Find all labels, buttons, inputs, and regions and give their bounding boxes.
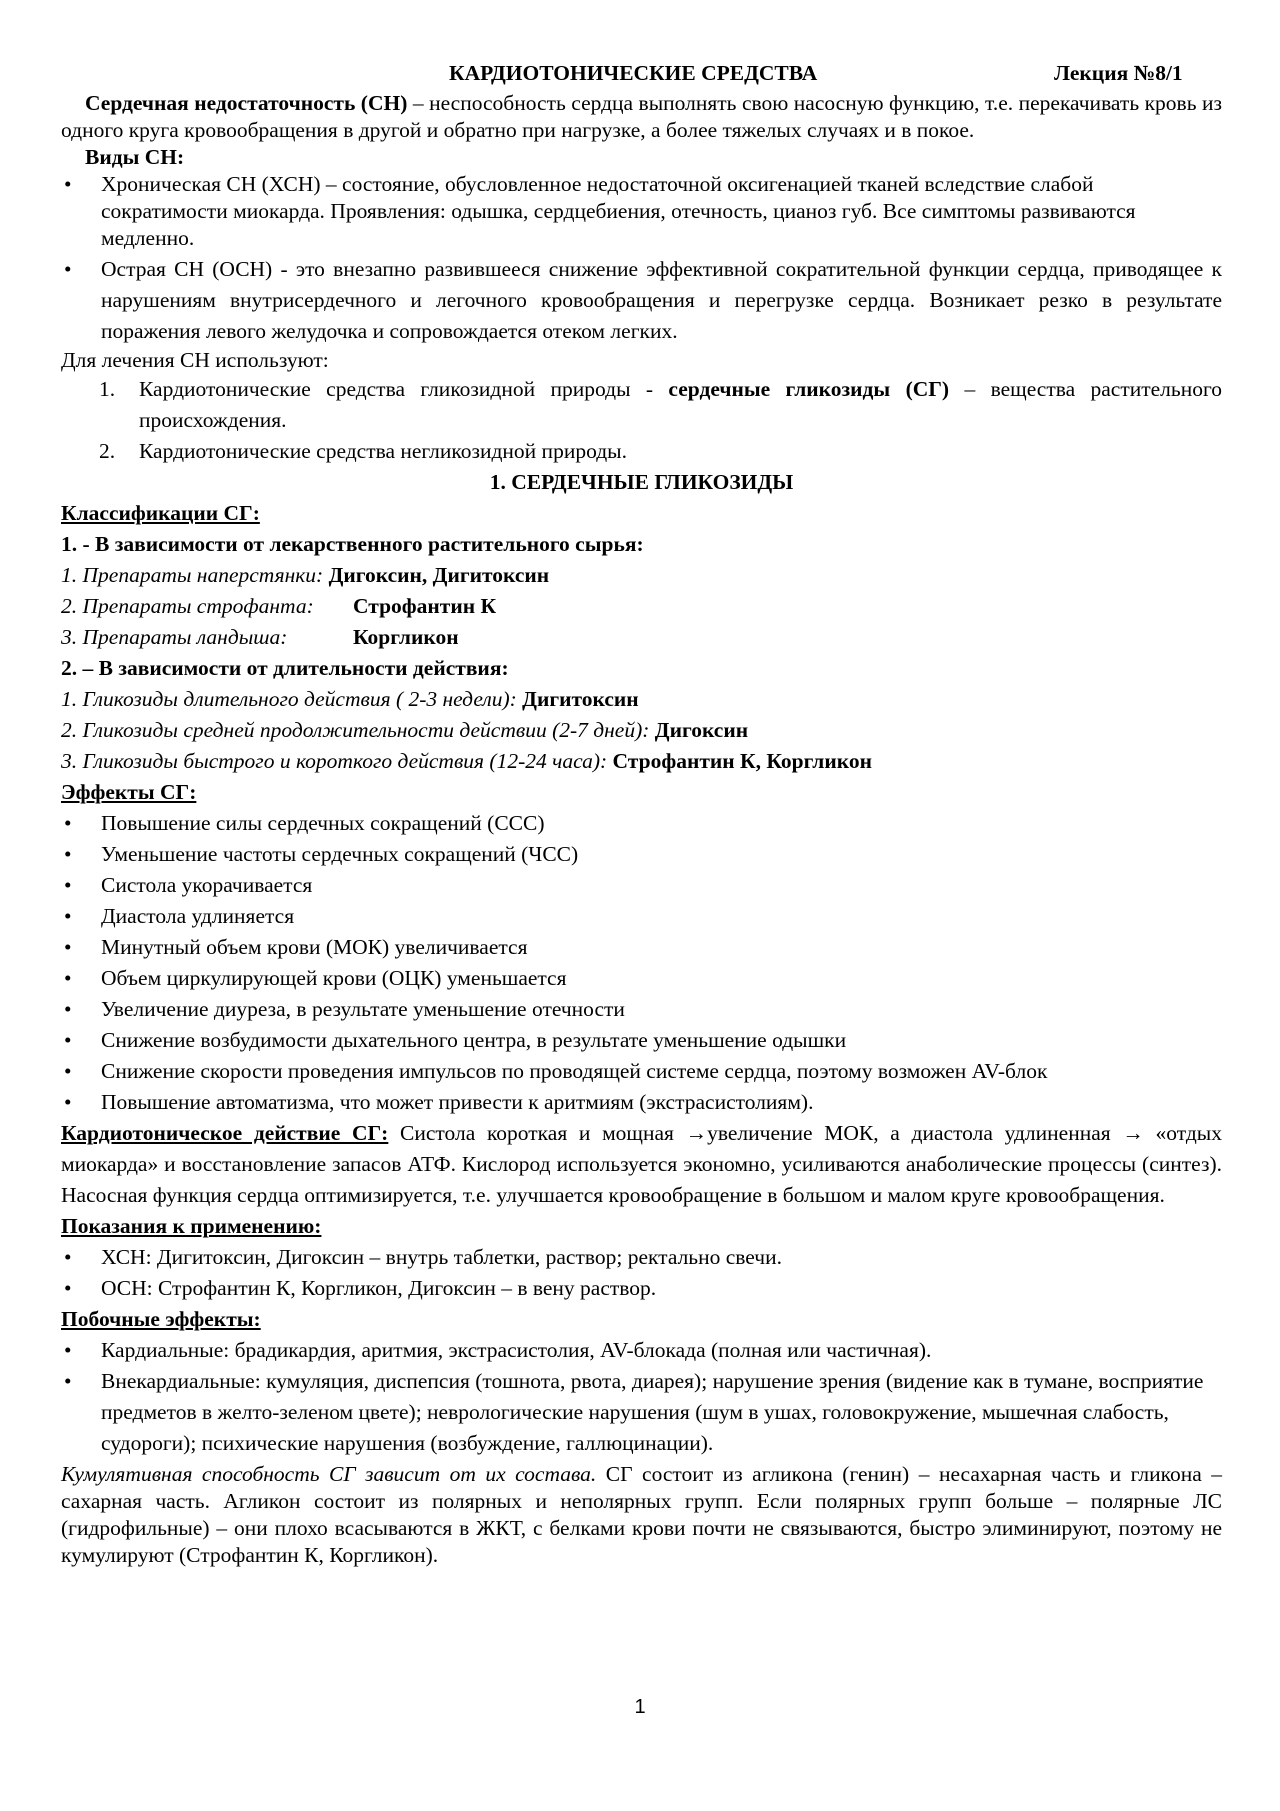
list-item (61, 171, 1222, 252)
side-effects-item: Внекардиальные: кумуляция, диспепсия (тошнота, рвота, диарея); нарушение зрения (видение как в тумане, восприятие предметов в желто-зеленом цвете); неврологические нарушения (шум в ушах, головокружение, мышечная слабость, судороги); психические нарушения (возбуждение, галлюцинации). (101, 1369, 1204, 1455)
effects-list (61, 808, 1222, 1118)
classification-row (61, 622, 1222, 653)
classification-label: 1. Гликозиды длительного действия ( 2-3 недели): (61, 687, 523, 711)
bullet-icon: • (64, 1369, 72, 1393)
list-item (61, 808, 1222, 839)
classification-heading: Классификации СГ: (61, 501, 260, 525)
indications-item: ОСН: Строфантин К, Коргликон, Дигоксин – в вену раствор. (101, 1276, 657, 1300)
classification-label: 2. Гликозиды средней продолжительности действии (2-7 дней): (61, 718, 655, 742)
treatment-intro: Для лечения СН используют: (61, 348, 329, 372)
effects-item: Диастола удлиняется (101, 904, 295, 928)
treatment-item1-bold: сердечные гликозиды (СГ) (668, 377, 950, 401)
list-item (61, 994, 1222, 1025)
classification-label: 3. Гликозиды быстрого и короткого действия (12-24 часа): (61, 749, 613, 773)
effects-item: Снижение скорости проведения импульсов по проводящей системе сердца, поэтому возможен AV-блок (101, 1059, 1048, 1083)
bullet-icon: • (64, 1059, 72, 1083)
list-item (61, 932, 1222, 963)
side-effects-heading: Побочные эффекты: (61, 1307, 261, 1331)
bullet-icon: • (64, 966, 72, 990)
classification-drugs: Дигоксин, Дигитоксин (328, 563, 550, 587)
classification-label: 2. Препараты строфанта: (61, 594, 314, 618)
lecture-number: Лекция №8/1 (1054, 61, 1183, 85)
indications-item: ХСН: Дигитоксин, Дигоксин – внутрь таблетки, раствор; ректально свечи. (101, 1245, 782, 1269)
list-item (61, 254, 1222, 347)
classification-label: 1. Препараты наперстянки: (61, 563, 329, 587)
effects-item: Увеличение диуреза, в результате уменьшение отечности (101, 997, 625, 1021)
bullet-icon: • (64, 1028, 72, 1052)
bullet-icon: • (64, 257, 72, 281)
bullet-icon: • (64, 1090, 72, 1114)
classification-drugs: Строфантин К, Коргликон (612, 749, 872, 773)
list-number: 2. (99, 439, 116, 463)
list-number: 1. (99, 377, 116, 401)
effects-item: Минутный объем крови (МОК) увеличивается (101, 935, 528, 959)
effects-item: Повышение силы сердечных сокращений (ССС) (101, 811, 545, 835)
side-effects-list (61, 1335, 1222, 1459)
list-item (61, 436, 1222, 467)
effects-item: Повышение автоматизма, что может привести к аритмиям (экстрасистолиям). (101, 1090, 814, 1114)
indications-list (61, 1242, 1222, 1304)
bullet-icon: • (64, 1338, 72, 1362)
effects-item: Систола укорачивается (101, 873, 313, 897)
classification-row (61, 715, 1222, 746)
bullet-icon: • (64, 172, 72, 196)
list-item (61, 901, 1222, 932)
list-item (61, 1366, 1222, 1459)
list-item (61, 1025, 1222, 1056)
list-item (61, 1056, 1222, 1087)
classification-drugs: Дигитоксин (522, 687, 639, 711)
treatment-item1-pre: Кардиотонические средства гликозидной природы - (139, 377, 669, 401)
classification-group2-title: 2. – В зависимости от длительности действия: (61, 656, 509, 680)
bullet-icon: • (64, 997, 72, 1021)
effects-item: Объем циркулирующей крови (ОЦК) уменьшается (101, 966, 567, 990)
effects-heading: Эффекты СГ: (61, 780, 197, 804)
page-number: 1 (634, 1696, 646, 1718)
cumulation-text: СГ состоит из агликона (генин) – несахарная часть и гликона – сахарная часть. Агликон состоит из полярных и неполярных групп. Если полярных групп больше – полярные ЛС (гидрофильные) – они плохо всасываются в ЖКТ, с белками крови почти не связываются, быстро элиминируют, поэтому не кумулируют (Строфантин К, Коргликон). (61, 1462, 1222, 1567)
list-item (61, 1242, 1222, 1273)
classification-label: 3. Препараты ландыша: (61, 625, 288, 649)
cardiotonic-paragraph (61, 1118, 1222, 1211)
cumulation-paragraph (61, 1461, 1222, 1569)
list-item (61, 1273, 1222, 1304)
list-item (61, 839, 1222, 870)
list-item (61, 374, 1222, 436)
cardiotonic-heading: Кардиотоническое действие СГ: (61, 1121, 389, 1145)
indications-heading: Показания к применению: (61, 1214, 322, 1238)
classification-row (61, 746, 1222, 777)
document-content (61, 60, 1222, 1569)
classification-drugs: Дигоксин (654, 718, 749, 742)
effects-item: Уменьшение частоты сердечных сокращений (ЧСС) (101, 842, 579, 866)
cumulation-italic: Кумулятивная способность СГ зависит от их состава. (61, 1462, 597, 1486)
title-row (61, 60, 1222, 90)
types-list (61, 171, 1222, 347)
classification-drugs: Строфантин К (353, 594, 497, 618)
bullet-icon: • (64, 1276, 72, 1300)
types-item-chronic: Хроническая СН (ХСН) – состояние, обусловленное недостаточной оксигенацией тканей вследствие слабой сократимости миокарда. Проявления: одышка, сердцебиения, отечность, цианоз губ. Все симптомы развиваются медленно. (101, 172, 1136, 250)
section-title: 1. СЕРДЕЧНЫЕ ГЛИКОЗИДЫ (489, 470, 794, 494)
treatment-list (61, 374, 1222, 467)
bullet-icon: • (64, 1245, 72, 1269)
list-item (61, 870, 1222, 901)
classification-drugs: Коргликон (353, 625, 459, 649)
intro-paragraph (61, 90, 1222, 144)
page-title: КАРДИОТОНИЧЕСКИЕ СРЕДСТВА (449, 61, 818, 85)
treatment-item1-post: – вещества растительного происхождения. (139, 377, 1222, 432)
classification-row (61, 684, 1222, 715)
types-item-acute: Острая СН (ОСН) - это внезапно развившееся снижение эффективной сократительной функции сердца, приводящее к нарушениям внутрисердечного и легочного кровообращения и перегрузке сердца. Возникает резко в результате поражения левого желудочка и сопровождается отеком легких. (101, 257, 1222, 343)
side-effects-item: Кардиальные: брадикардия, аритмия, экстрасистолия, AV-блокада (полная или частичная). (101, 1338, 932, 1362)
effects-item: Снижение возбудимости дыхательного центра, в результате уменьшение одышки (101, 1028, 847, 1052)
cardiotonic-text: Систола короткая и мощная →увеличение МОК, а диастола удлиненная → «отдых миокарда» и восстановление запасов АТФ. Кислород используется экономно, усиливаются анаболические процессы (синтез). Насосная функция сердца оптимизируется, т.е. улучшается кровообращение в большом и малом круге кровообращения. (61, 1121, 1222, 1207)
list-item (61, 1335, 1222, 1366)
bullet-icon: • (64, 935, 72, 959)
classification-row (61, 591, 1222, 622)
classification-group1-title: 1. - В зависимости от лекарственного растительного сырья: (61, 532, 644, 556)
list-item (61, 963, 1222, 994)
classification-block (61, 498, 1222, 777)
treatment-item2: Кардиотонические средства негликозидной природы. (139, 439, 627, 463)
bullet-icon: • (64, 904, 72, 928)
types-heading: Виды СН: (85, 145, 185, 169)
bullet-icon: • (64, 873, 72, 897)
list-item (61, 1087, 1222, 1118)
intro-definition: – неспособность сердца выполнять свою насосную функцию, т.е. перекачивать кровь из одного круга кровообращения в другой и обратно при нагрузке, а более тяжелых случаях и в покое. (61, 91, 1222, 142)
bullet-icon: • (64, 842, 72, 866)
bullet-icon: • (64, 811, 72, 835)
intro-term: Сердечная недостаточность (СН) (85, 91, 408, 115)
classification-row (61, 560, 1222, 591)
